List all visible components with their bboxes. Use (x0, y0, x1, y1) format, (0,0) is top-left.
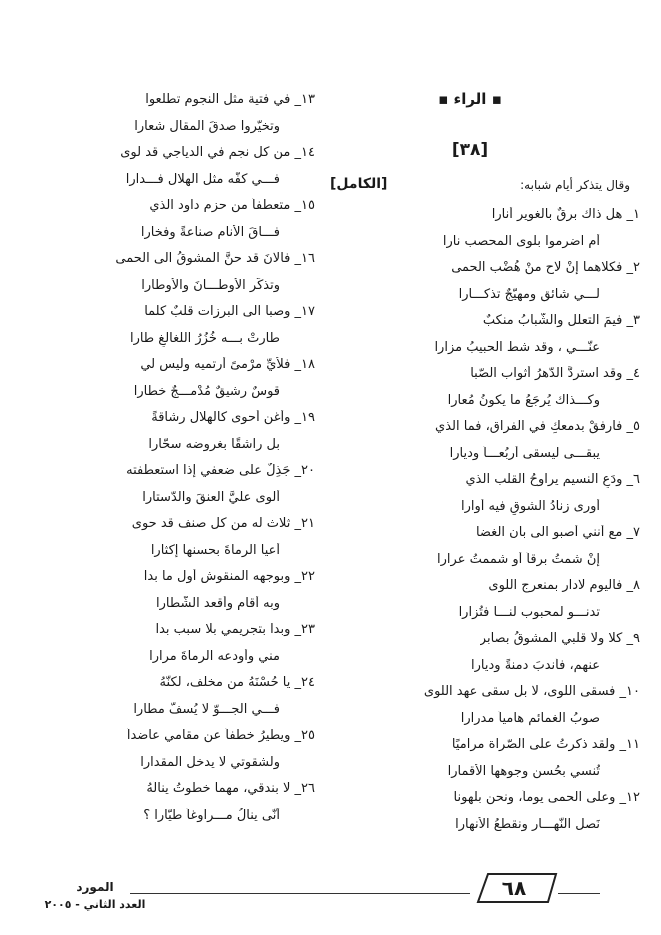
verse-line: ٢٤_ يا حُسْنَهُ من مخلف، لكنّهُ (159, 675, 315, 690)
verse-line: أورى زنادُ الشوقِ فيه أوارا (461, 498, 600, 514)
verse-line: أم اضرموا بلوى المحصب نارا (442, 233, 600, 249)
verse-line: ٢_ فكلاهما إنْ لاح منْ هُضْب الحمى (451, 260, 640, 275)
verse-line: ١٧_ وصبا الى البرزات قلبٌ كلّما (144, 304, 315, 319)
verse-line: ٣_ فيمَ التعلّل والشّبابُ منكبٌ (482, 313, 640, 328)
verse-line: ٢٦_ لا بندقي، مهما خطوتُ ينالُهُ (146, 781, 315, 796)
verse-line: تُنسي بحُسن وجوهها الأقمارا (447, 763, 600, 779)
verse-line: ١٠_ فسقى اللوى، لا بل سقى عهد اللّوى (423, 684, 640, 699)
poem-meter: [الكامل] (330, 176, 388, 192)
chapter-title: ▪ الراء ▪ (438, 90, 502, 108)
verse-line: ألوى عليَّ العنقَ والدّستارا (142, 489, 280, 505)
verse-line: ١٤_ من كل نجم في الدياجي قد لوى (120, 145, 315, 160)
verse-line: أنّى ينالُ مـــراوغاً طيّارا ؟ (143, 807, 280, 823)
verse-line: وتذكّر الأوطـــانَ والأوطارا (141, 277, 280, 293)
verse-line: إنْ شمتُ برقاً أو شممتُ عرارا (437, 551, 600, 567)
poem-intro: وقال يتذكر أيام شبابه: (520, 178, 630, 192)
verse-line: ١٩_ وأغن أحوى كالهلال رشاقةً (151, 410, 315, 425)
verse-line: ٢٥_ ويطيرُ خطفاً عن مقامي عاضداً (126, 728, 315, 743)
verse-line: تدنـــو لمحبوب لنـــا فتُزارا (458, 604, 600, 620)
verse-line: ٢٣_ وبدا بتجريمي بلا سبب بدا (155, 622, 315, 637)
verse-line: عنهم، فأندبَ دمنةً وديارا (471, 657, 600, 673)
verse-line: طارتْ بـــه خُزُرُ الْلغالغِ طارا (129, 330, 280, 346)
verse-line: فـــاقَ الأنام صناعةً وفخارا (140, 224, 280, 240)
verse-line: ١٥_ متعطفاً من حزم داود الذي (149, 198, 315, 213)
verse-line: ٦_ ودَعِ النسيم يراوحُ القلب الذي (465, 472, 640, 487)
verse-line: ٤_ وقد استردَّ الدّهرُ أثواب الصّبا (470, 366, 640, 381)
verse-line: ١٨_ فلأيِّ مرْمىً أرتميه وليس لي (140, 357, 315, 372)
verse-line: بل راشقًا بغروضه سحّارا (148, 436, 280, 452)
verse-line: وكـــذاك يُرجَعُ ما يكونُ مُعارا (447, 392, 600, 408)
verse-line: ٨_ فاليوم لادار بمنعرج اللّوى (488, 578, 640, 593)
verse-line: وتخيّروا صدقَ المقال شعارا (134, 118, 280, 134)
poem-number: [٣٨] (451, 140, 489, 160)
verse-line: ١٣_ في فتية مثل النجوم تطلعوا (145, 92, 315, 107)
verse-line: صوبُ الغمائم هامياً مدرارا (460, 710, 600, 726)
verse-line: ٢٠_ جَذِلٌ على ضعفي إذا استعطفته (126, 463, 315, 478)
issue-info: العدد الثاني - ٢٠٠٥ (44, 898, 146, 911)
verse-line: ٩_ كلا ولا قلبي المشوقُ بصابر (479, 631, 640, 646)
verse-line: ١٦_ فالانَ قد حنَّ المشوقُ الى الحمى (115, 251, 315, 266)
verse-line: وبه أقام وأقعد الشّطارا (156, 595, 280, 611)
page-number: ٦٨ (501, 876, 527, 900)
verse-line: ١٢_ وعلى الحمى يوماً، ونحن بلهونا (453, 790, 640, 805)
verse-line: ٢١_ ثلاث له من كل صنف قد حوى (131, 516, 315, 531)
verse-line: لـــي شائق ومهيّجٌ تذكـــارا (458, 286, 600, 302)
journal-name: المورد (76, 880, 114, 894)
verse-line: ١_ هل ذاك برقٌ بالغوير أنارا (491, 207, 640, 222)
verse-line: ٧_ مع أنني أصبو الى بان الغضا (475, 525, 640, 540)
verse-line: ٥_ فارفقْ بدمعكِ في الفراق، فما الذي (435, 419, 640, 434)
verse-line: أعيا الرماةَ بحسنها إكثارا (150, 542, 280, 558)
verse-line: عنّـــي ، وقد شطّ الحبيبُ مزارا (434, 339, 600, 355)
verse-line: يبقـــى ليسقى أربُعـــاً وديارا (449, 445, 600, 461)
verse-line: قوسٌ رشيقٌ مُدْمـــجٌ خطّارا (133, 383, 280, 399)
verse-line: ١١_ ولقد ذكرتُ على الصّراة مراميًا (451, 737, 640, 752)
verse-line: ٢٢_ وبوجهه المنقوش أول ما بدا (143, 569, 315, 584)
verse-line: مني وأودعه الرماةَ مرارا (149, 648, 280, 664)
verse-line: فـــي الجـــوّ لا يُسفُّ مطارا (133, 701, 280, 717)
verse-line: فـــي كفّه مثل الهلال فـــدارا (125, 171, 280, 187)
verse-line: ولشقوتي لا يدخل المقدارا (140, 754, 280, 770)
verse-line: نَصل النّهـــار ونقطعُ الأنهارا (455, 816, 600, 832)
